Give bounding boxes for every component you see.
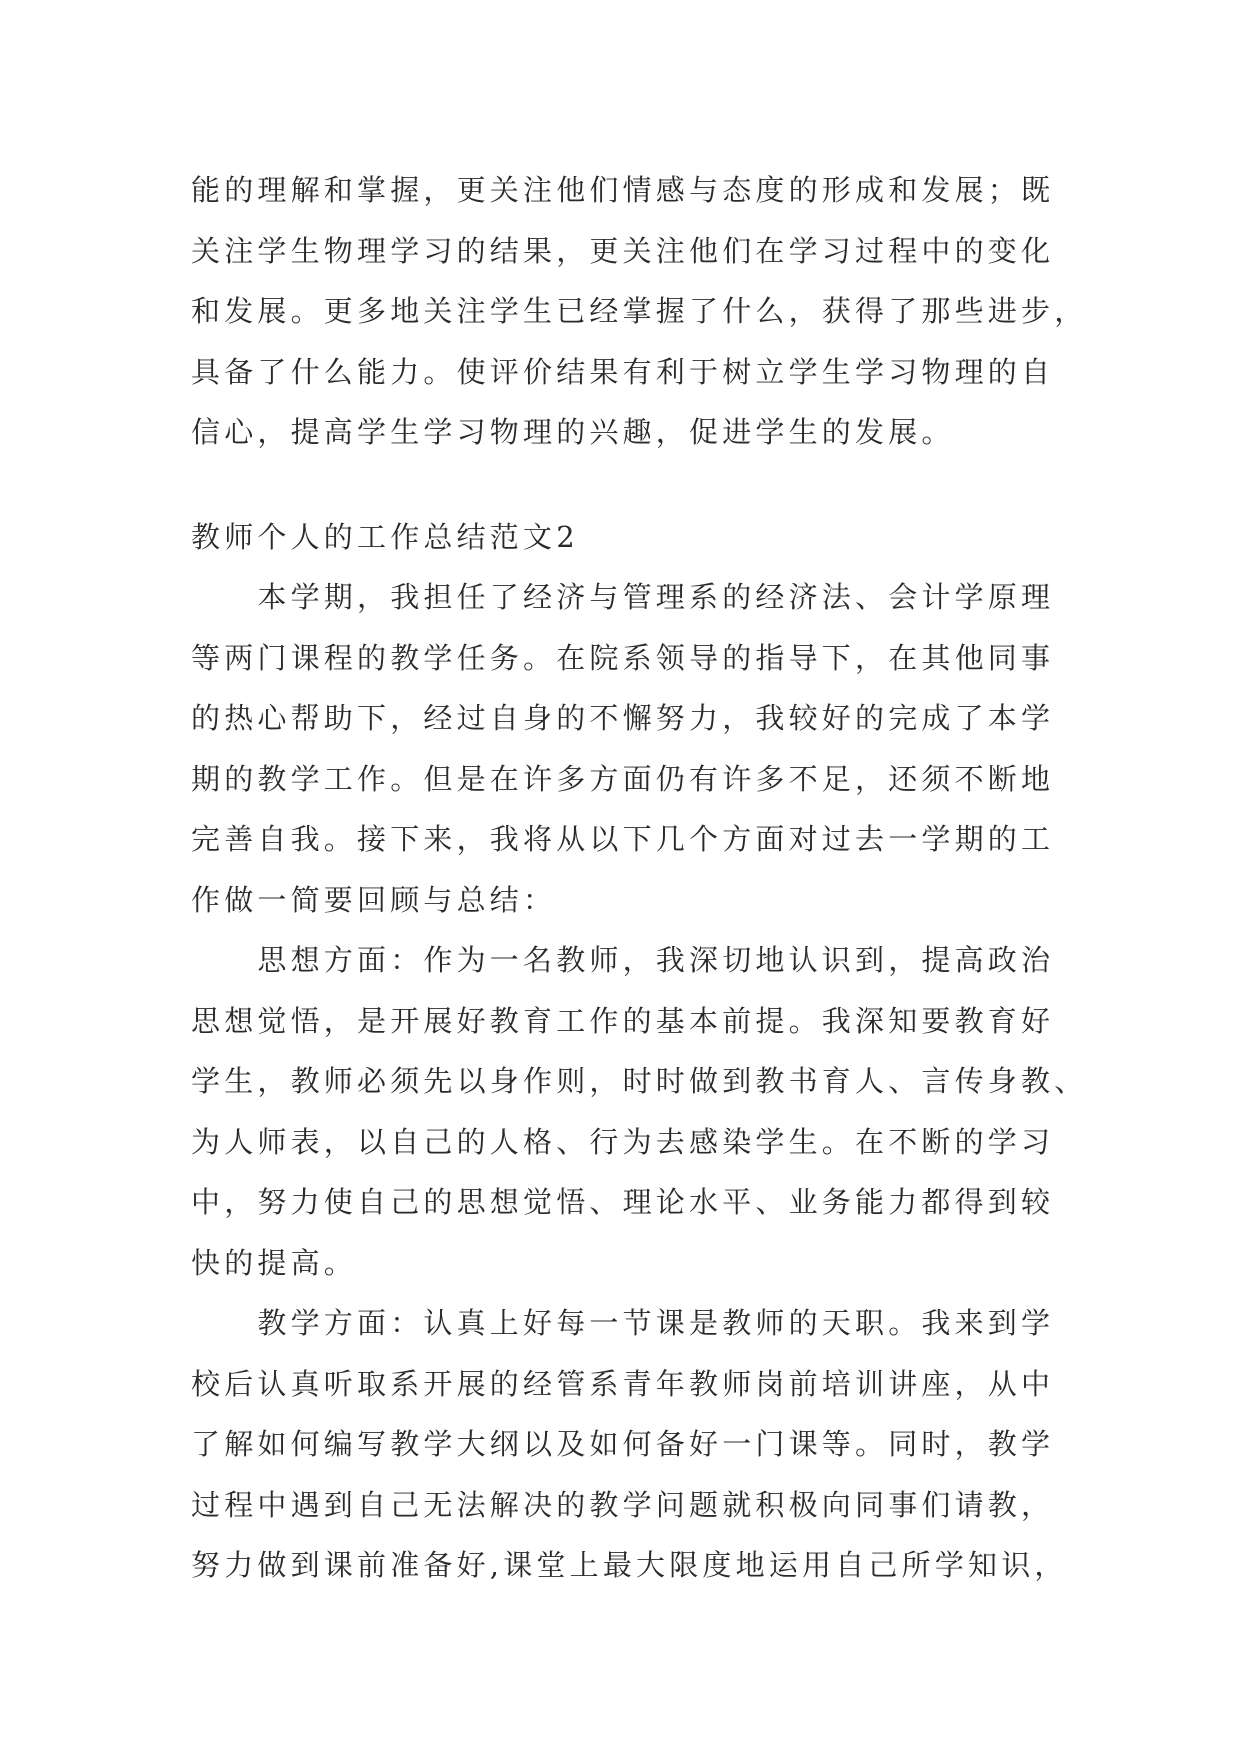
text-line: 了解如何编写教学大纲以及如何备好一门课等。同时，教学 <box>191 1427 1055 1461</box>
text-line: 作做一简要回顾与总结： <box>191 882 557 917</box>
text-line: 快的提高。 <box>191 1245 358 1280</box>
text-line: 本学期，我担任了经济与管理系的经济法、会计学原理 <box>191 580 1055 614</box>
text-line: 能的理解和掌握，更关注他们情感与态度的形成和发展；既 <box>191 173 1055 207</box>
paragraph-evaluation-end <box>191 160 1088 463</box>
text-line: 校后认真听取系开展的经管系青年教师岗前培训讲座，从中 <box>191 1366 1055 1401</box>
text-line: 过程中遇到自己无法解决的教学问题就积极向同事们请教， <box>191 1487 1055 1522</box>
text-line: 完善自我。接下来，我将从以下几个方面对过去一学期的工 <box>191 822 1055 856</box>
document-body <box>191 160 1088 1596</box>
text-line: 中，努力使自己的思想觉悟、理论水平、业务能力都得到较 <box>191 1185 1055 1219</box>
text-line: 努力做到课前准备好,课堂上最大限度地运用自己所学知识， <box>191 1548 1068 1582</box>
text-line: 为人师表，以自己的人格、行为去感染学生。在不断的学习 <box>191 1124 1055 1159</box>
text-line: 的热心帮助下，经过自身的不懈努力，我较好的完成了本学 <box>191 701 1055 735</box>
text-line: 期的教学工作。但是在许多方面仍有许多不足，还须不断地 <box>191 761 1055 796</box>
text-line: 教学方面：认真上好每一节课是教师的天职。我来到学 <box>191 1306 1055 1340</box>
text-line: 等两门课程的教学任务。在院系领导的指导下，在其他同事 <box>191 640 1055 675</box>
text-line: 思想方面：作为一名教师，我深切地认识到，提高政治 <box>191 943 1055 977</box>
text-line: 学生，教师必须先以身作则，时时做到教书育人、言传身教、 <box>191 1064 1088 1098</box>
section-heading: 教师个人的工作总结范文2 <box>191 519 579 554</box>
text-line: 信心，提高学生学习物理的兴趣，促进学生的发展。 <box>191 415 955 449</box>
text-line: 和发展。更多地关注学生已经掌握了什么，获得了那些进步， <box>191 294 1088 328</box>
section-body <box>191 567 1088 1596</box>
text-line: 关注学生物理学习的结果，更关注他们在学习过程中的变化 <box>191 233 1055 268</box>
text-line: 思想觉悟，是开展好教育工作的基本前提。我深知要教育好 <box>191 1003 1055 1038</box>
text-line: 具备了什么能力。使评价结果有利于树立学生学习物理的自 <box>191 354 1055 389</box>
section-spacer <box>191 463 1051 507</box>
